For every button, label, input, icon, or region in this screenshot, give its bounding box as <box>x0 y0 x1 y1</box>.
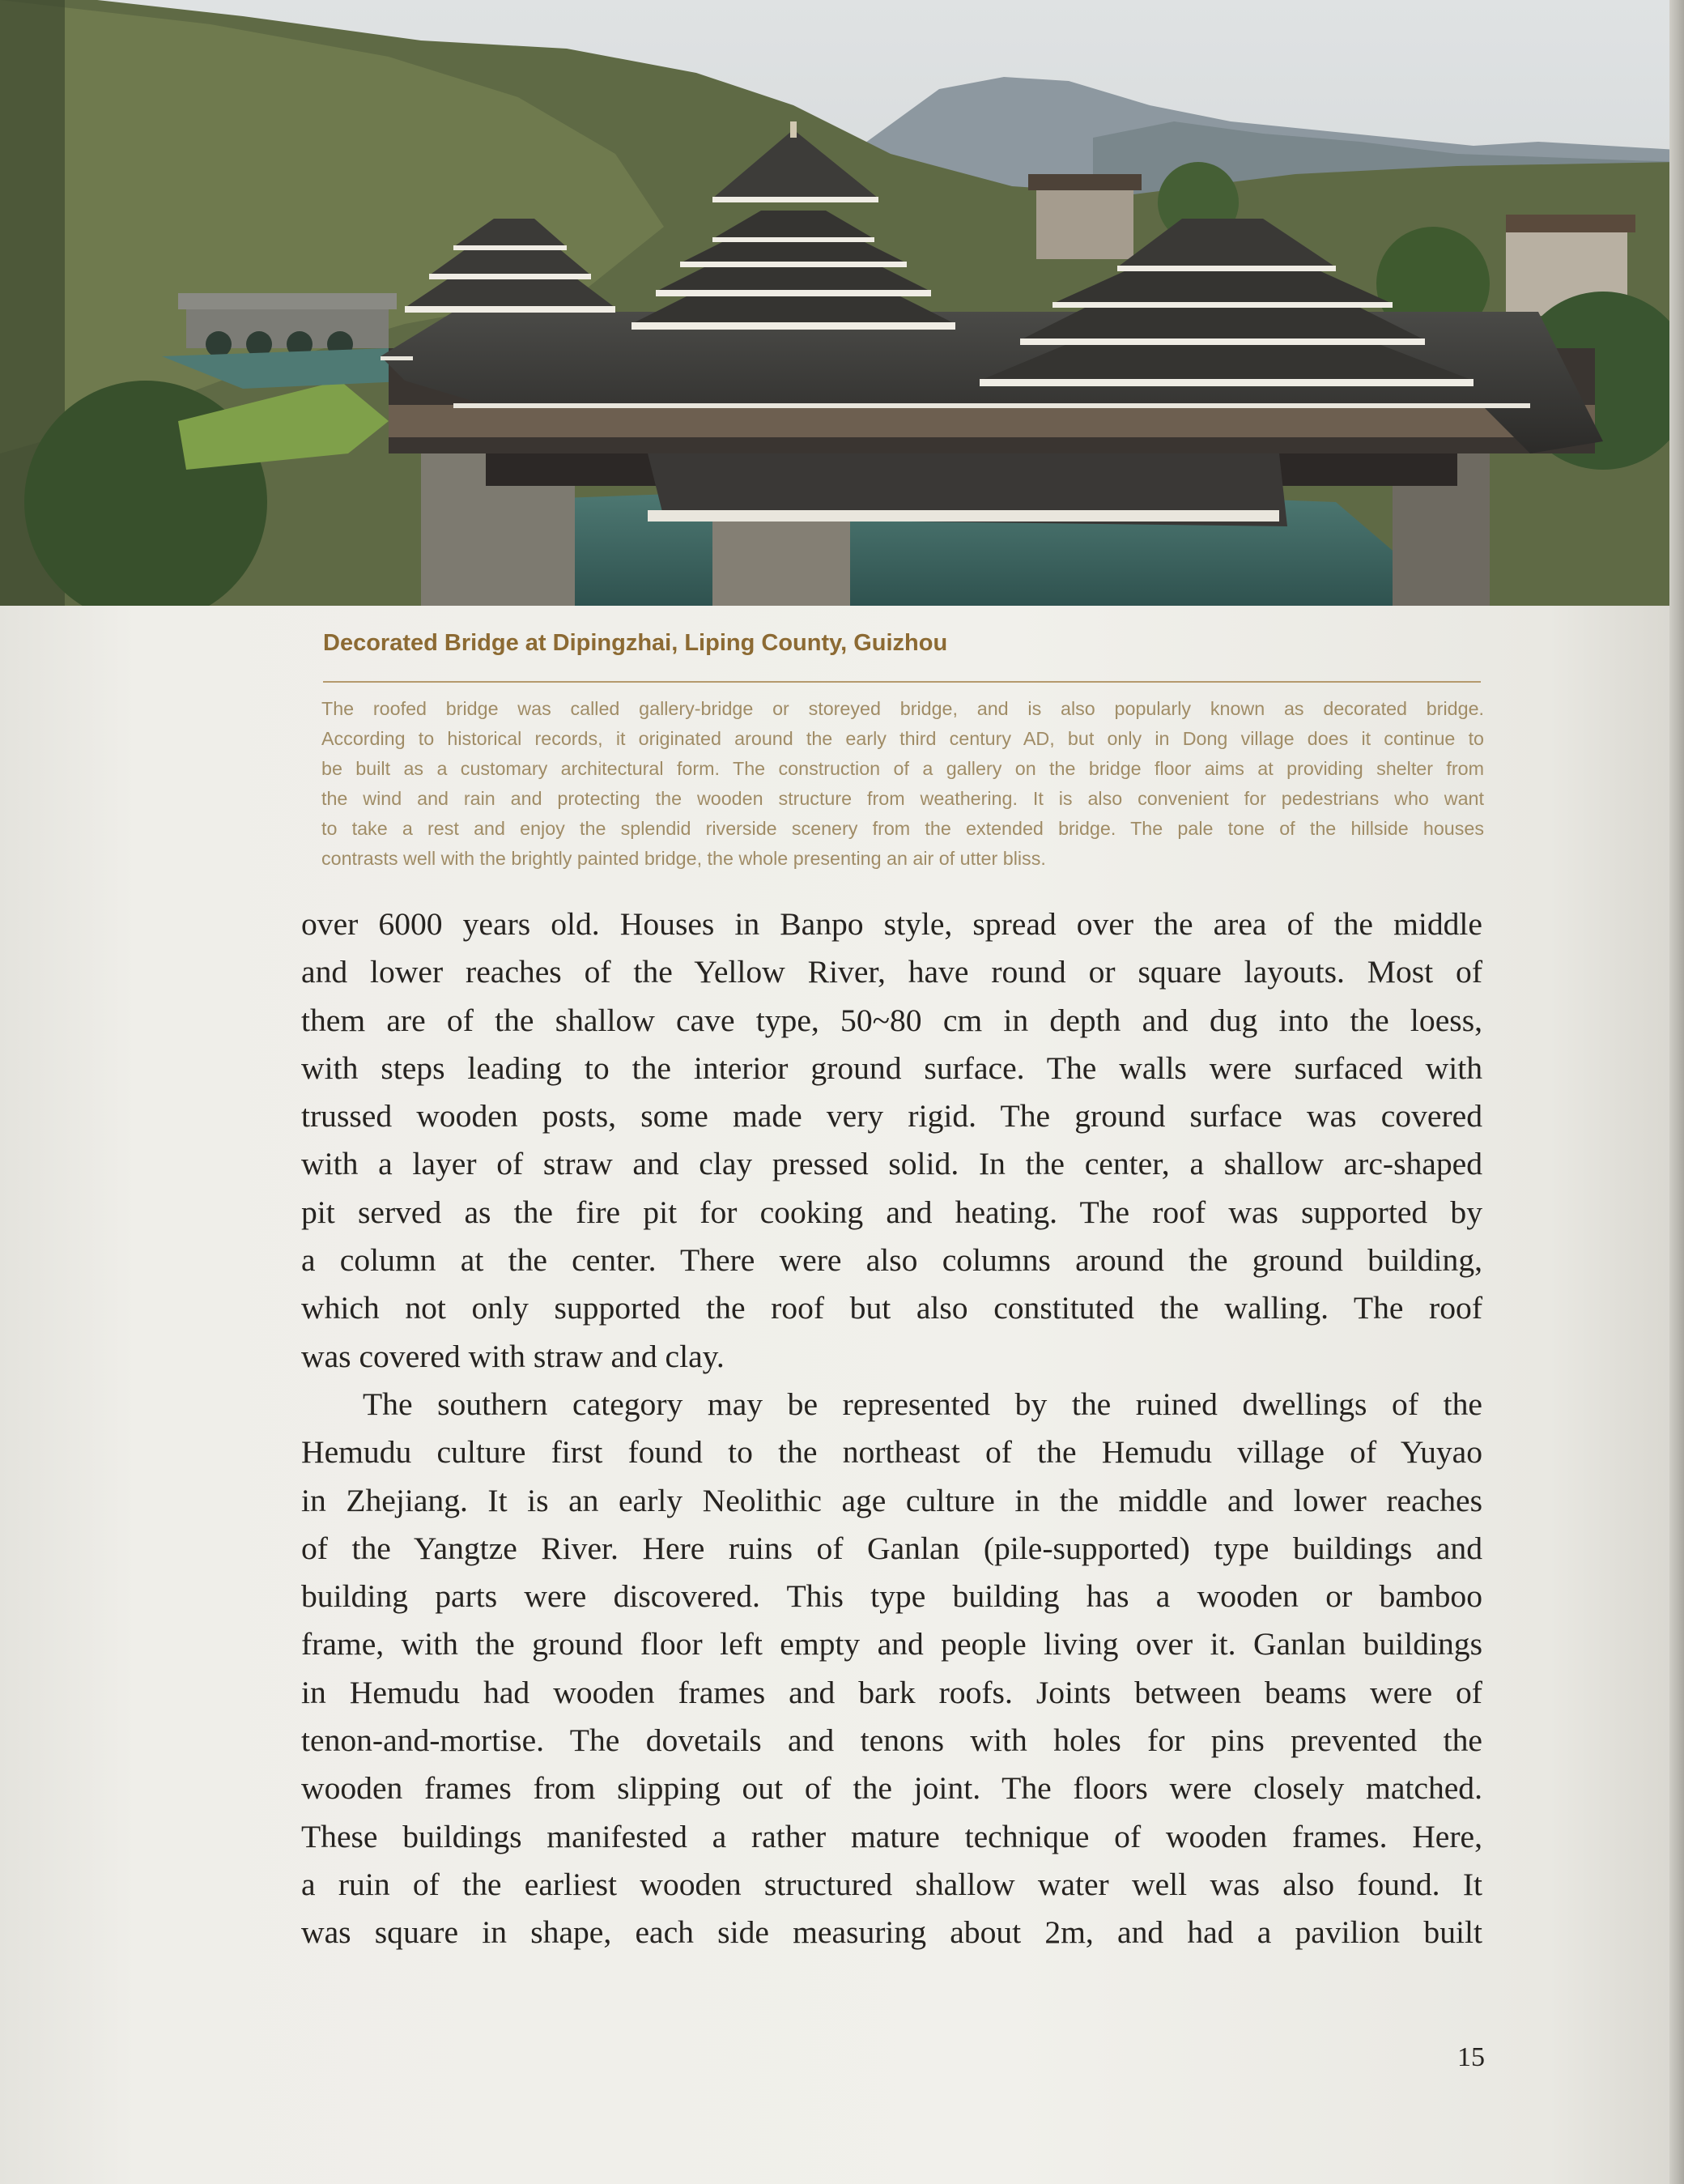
body-line: them are of the shallow cave type, 50~80 cm in depth and dug into the loess, <box>301 1002 1482 1038</box>
body-text <box>301 900 1482 1957</box>
paragraph-2 <box>301 1381 1482 1957</box>
body-line: with steps leading to the interior ground surface. The walls were surfaced with <box>301 1049 1482 1086</box>
caption-line: the wind and rain and protecting the wooden structure from weathering. It is also convenient for pedestrians who want <box>321 788 1484 809</box>
paragraph-1 <box>301 900 1482 1381</box>
body-line: of the Yangtze River. Here ruins of Ganlan (pile-supported) type buildings and <box>301 1530 1482 1566</box>
caption-line: be built as a customary architectural form. The construction of a gallery on the bridge floor aims at providing shelter from <box>321 758 1484 779</box>
caption-line: to take a rest and enjoy the splendid riverside scenery from the extended bridge. The pale tone of the hillside houses <box>321 818 1484 839</box>
body-line: Hemudu culture first found to the northeast of the Hemudu village of Yuyao <box>301 1434 1482 1471</box>
body-line: was covered with straw and clay. <box>301 1338 725 1374</box>
body-line: The southern category may be represented by the ruined dwellings of the <box>363 1386 1482 1422</box>
body-line: tenon-and-mortise. The dovetails and tenons with holes for pins prevented the <box>301 1722 1482 1759</box>
body-line: in Hemudu had wooden frames and bark roofs. Joints between beams were of <box>301 1674 1482 1710</box>
caption-line: The roofed bridge was called gallery-bridge or storeyed bridge, and is also popularly known as decorated bridge. <box>321 698 1484 719</box>
body-line: pit served as the fire pit for cooking and heating. The roof was supported by <box>301 1194 1482 1230</box>
body-line: These buildings manifested a rather mature technique of wooden frames. Here, <box>301 1818 1482 1854</box>
body-line: was square in shape, each side measuring about 2m, and had a pavilion built <box>301 1914 1482 1951</box>
bridge-photo-illustration <box>0 0 1678 606</box>
body-line: building parts were discovered. This type building has a wooden or bamboo <box>301 1578 1482 1615</box>
page-number: 15 <box>1457 2042 1485 2072</box>
caption-divider <box>323 681 1481 683</box>
caption-line: contrasts well with the brightly painted bridge, the whole presenting an air of utter bliss. <box>321 848 1046 869</box>
caption-body <box>321 694 1484 874</box>
page-edge-shadow <box>1669 0 1684 2184</box>
body-line: a column at the center. There were also columns around the ground building, <box>301 1242 1482 1279</box>
body-line: in Zhejiang. It is an early Neolithic age culture in the middle and lower reaches <box>301 1482 1482 1518</box>
body-line: which not only supported the roof but also constituted the walling. The roof <box>301 1290 1482 1326</box>
caption-title: Decorated Bridge at Dipingzhai, Liping County, Guizhou <box>323 630 948 656</box>
body-line: over 6000 years old. Houses in Banpo style, spread over the area of the middle <box>301 906 1482 942</box>
bridge-photo <box>0 0 1678 606</box>
body-line: with a layer of straw and clay pressed solid. In the center, a shallow arc-shaped <box>301 1146 1482 1182</box>
body-line: frame, with the ground floor left empty and people living over it. Ganlan buildings <box>301 1626 1482 1662</box>
caption-line: According to historical records, it originated around the early third century AD, but only in Dong village does it continue to <box>321 728 1484 749</box>
body-line: trussed wooden posts, some made very rigid. The ground surface was covered <box>301 1098 1482 1135</box>
body-line: wooden frames from slipping out of the joint. The floors were closely matched. <box>301 1770 1482 1807</box>
body-line: a ruin of the earliest wooden structured shallow water well was also found. It <box>301 1866 1482 1902</box>
body-line: and lower reaches of the Yellow River, have round or square layouts. Most of <box>301 954 1482 990</box>
